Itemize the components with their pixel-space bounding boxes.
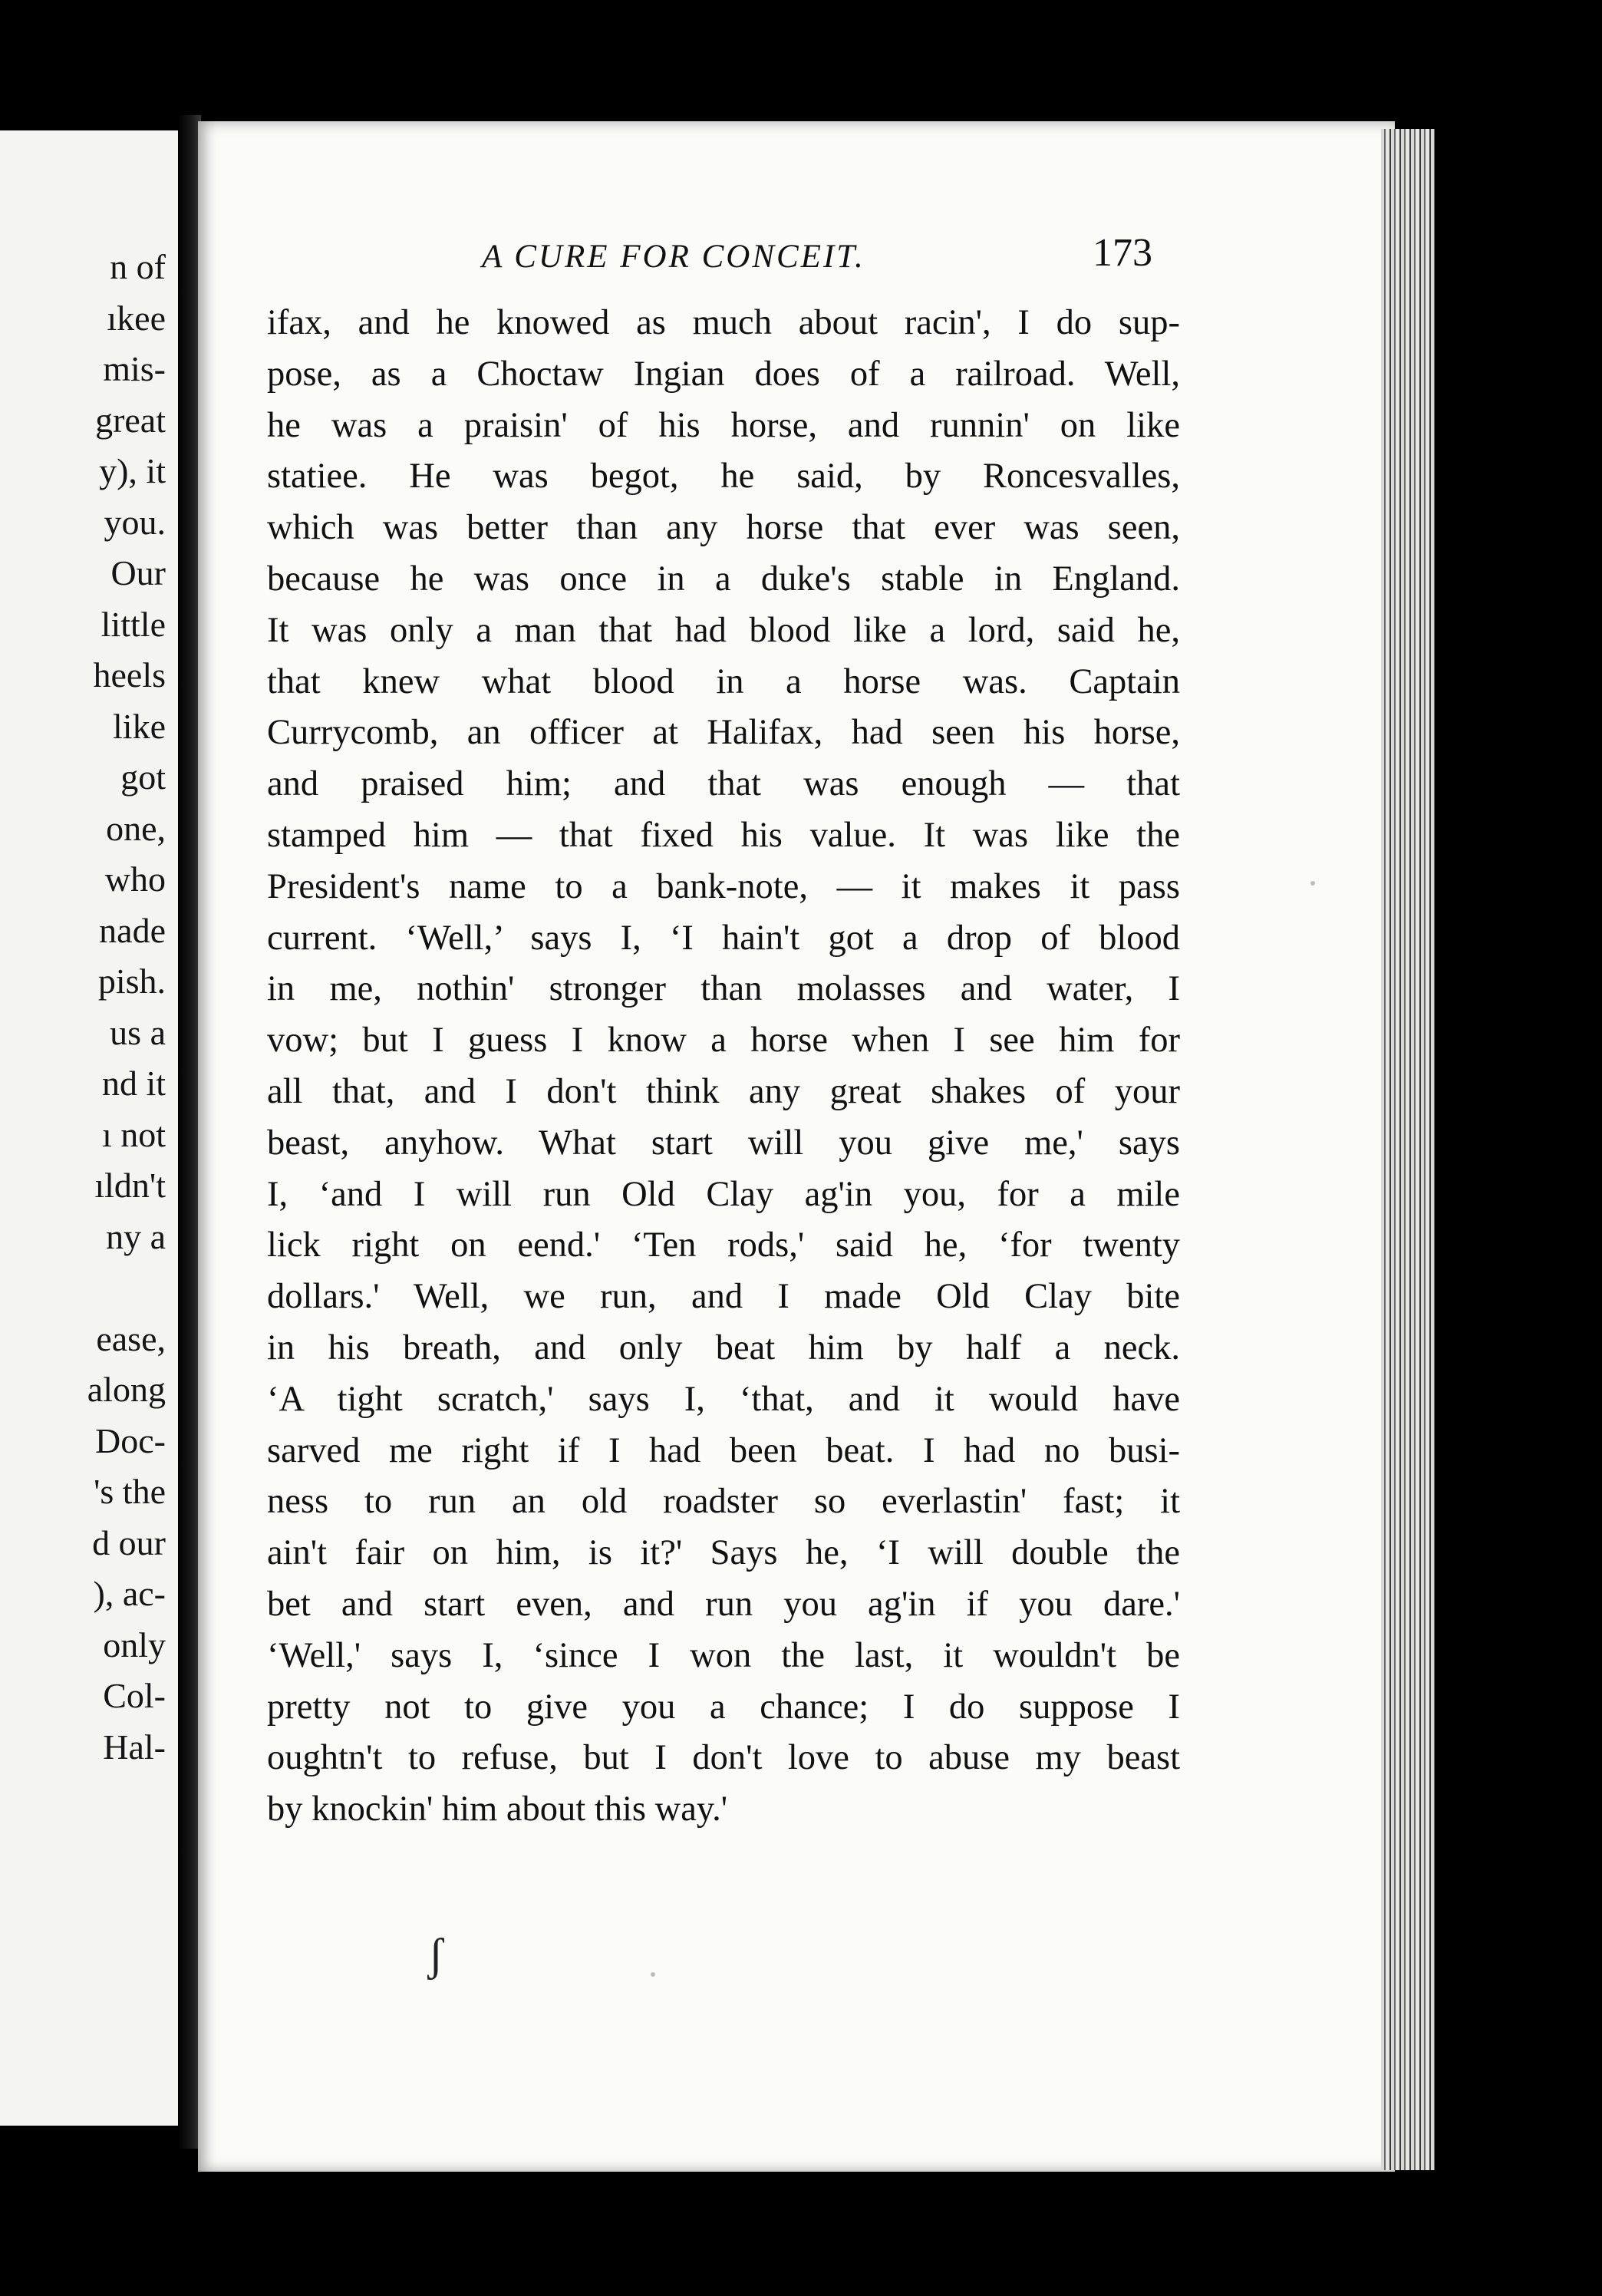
previous-page-line-fragment: n of: [110, 247, 166, 286]
previous-page-line-fragment: Doc-: [95, 1420, 166, 1460]
text-line: he was a praisin' of his horse, and runnin' on like: [267, 405, 1180, 445]
text-line: all that, and I don't think any great shakes of your: [267, 1071, 1180, 1111]
text-line: current. ‘Well,’ says I, ‘I hain't got a drop of blood: [267, 918, 1180, 958]
text-line: I, ‘and I will run Old Clay ag'in you, for a mile: [267, 1174, 1180, 1214]
text-line: sarved me right if I had been beat. I had no busi-: [267, 1430, 1180, 1470]
previous-page-line-fragment: mis-: [103, 349, 166, 388]
previous-page-line-fragment: Hal-: [103, 1727, 166, 1767]
text-line: oughtn't to refuse, but I don't love to abuse my beast: [267, 1738, 1180, 1778]
printer-ornament: ʃ: [428, 1929, 443, 1980]
previous-page-line-fragment: ıkee: [107, 298, 166, 338]
running-title: A CURE FOR CONCEIT.: [482, 239, 865, 275]
text-line: ness to run an old roadster so everlastin' fast; it: [267, 1482, 1180, 1522]
text-line: statiee. He was begot, he said, by Roncesvalles,: [267, 457, 1180, 496]
page-fore-edge: [1381, 129, 1435, 2170]
previous-page-line-fragment: Col-: [103, 1676, 166, 1715]
text-line: beast, anyhow. What start will you give me,' says: [267, 1123, 1180, 1163]
previous-page-fragment: [0, 130, 183, 2126]
previous-page-line-fragment: ı not: [101, 1114, 166, 1154]
text-line: Currycomb, an officer at Halifax, had seen his horse,: [267, 713, 1180, 753]
previous-page-line-fragment: great: [95, 400, 166, 440]
text-line: dollars.' Well, we run, and I made Old Clay bite: [267, 1277, 1180, 1317]
previous-page-line-fragment: Our: [110, 553, 166, 592]
previous-page-line-fragment: y), it: [99, 451, 166, 490]
previous-page-line-fragment: ), ac-: [93, 1574, 166, 1613]
previous-page-line-fragment: 's the: [94, 1472, 166, 1511]
text-line: stamped him — that fixed his value. It was like the: [267, 815, 1180, 855]
previous-page-line-fragment: like: [113, 706, 166, 746]
text-line: bet and start even, and run you ag'in if you dare.': [267, 1584, 1180, 1624]
previous-page-line-fragment: one,: [106, 808, 166, 848]
previous-page-line-fragment: along: [87, 1370, 166, 1409]
previous-page-line-fragment: who: [104, 859, 166, 899]
text-line: in his breath, and only beat him by half a neck.: [267, 1328, 1180, 1367]
text-line: ifax, and he knowed as much about racin', I do sup-: [267, 303, 1180, 342]
text-line: vow; but I guess I know a horse when I see him for: [267, 1021, 1180, 1061]
previous-page-line-fragment: d our: [92, 1522, 166, 1562]
previous-page-line-fragment: got: [120, 757, 166, 797]
text-line: by knockin' him about this way.': [267, 1790, 728, 1829]
text-line: It was only a man that had blood like a lord, said he,: [267, 610, 1180, 650]
paper-speck: [1310, 881, 1315, 886]
previous-page-line-fragment: ıldn't: [94, 1166, 166, 1205]
text-line: President's name to a bank-note, — it makes it pass: [267, 866, 1180, 906]
text-line: which was better than any horse that ever was seen,: [267, 508, 1180, 548]
previous-page-line-fragment: nade: [99, 910, 166, 950]
previous-page-line-fragment: only: [103, 1625, 166, 1664]
previous-page-line-fragment: nd it: [101, 1064, 166, 1103]
previous-page-line-fragment: heels: [93, 655, 166, 694]
text-line: in me, nothin' stronger than molasses and water, I: [267, 969, 1180, 1009]
text-line: pose, as a Choctaw Ingian does of a railroad. Well,: [267, 354, 1180, 394]
text-line: pretty not to give you a chance; I do suppose I: [267, 1687, 1180, 1727]
paper-speck: [651, 1972, 655, 1977]
text-line: because he was once in a duke's stable in England.: [267, 559, 1180, 599]
previous-page-line-fragment: ny a: [106, 1216, 166, 1256]
previous-page-line-fragment: little: [101, 604, 166, 644]
previous-page-line-fragment: us a: [110, 1012, 166, 1052]
text-line: ‘A tight scratch,' says I, ‘that, and it would have: [267, 1379, 1180, 1419]
previous-page-line-fragment: pish.: [97, 962, 166, 1001]
previous-page-line-fragment: you.: [104, 502, 166, 542]
body-text: [267, 298, 1180, 1836]
previous-page-line-fragment: ease,: [96, 1318, 166, 1358]
text-line: ‘Well,' says I, ‘since I won the last, it wouldn't be: [267, 1635, 1180, 1675]
text-line: that knew what blood in a horse was. Captain: [267, 661, 1180, 701]
book-page: [198, 121, 1395, 2172]
page-number: 173: [1093, 231, 1152, 275]
text-line: and praised him; and that was enough — that: [267, 764, 1180, 804]
text-line: ain't fair on him, is it?' Says he, ‘I will double the: [267, 1533, 1180, 1573]
text-line: lick right on eend.' ‘Ten rods,' said he, ‘for twenty: [267, 1226, 1180, 1265]
